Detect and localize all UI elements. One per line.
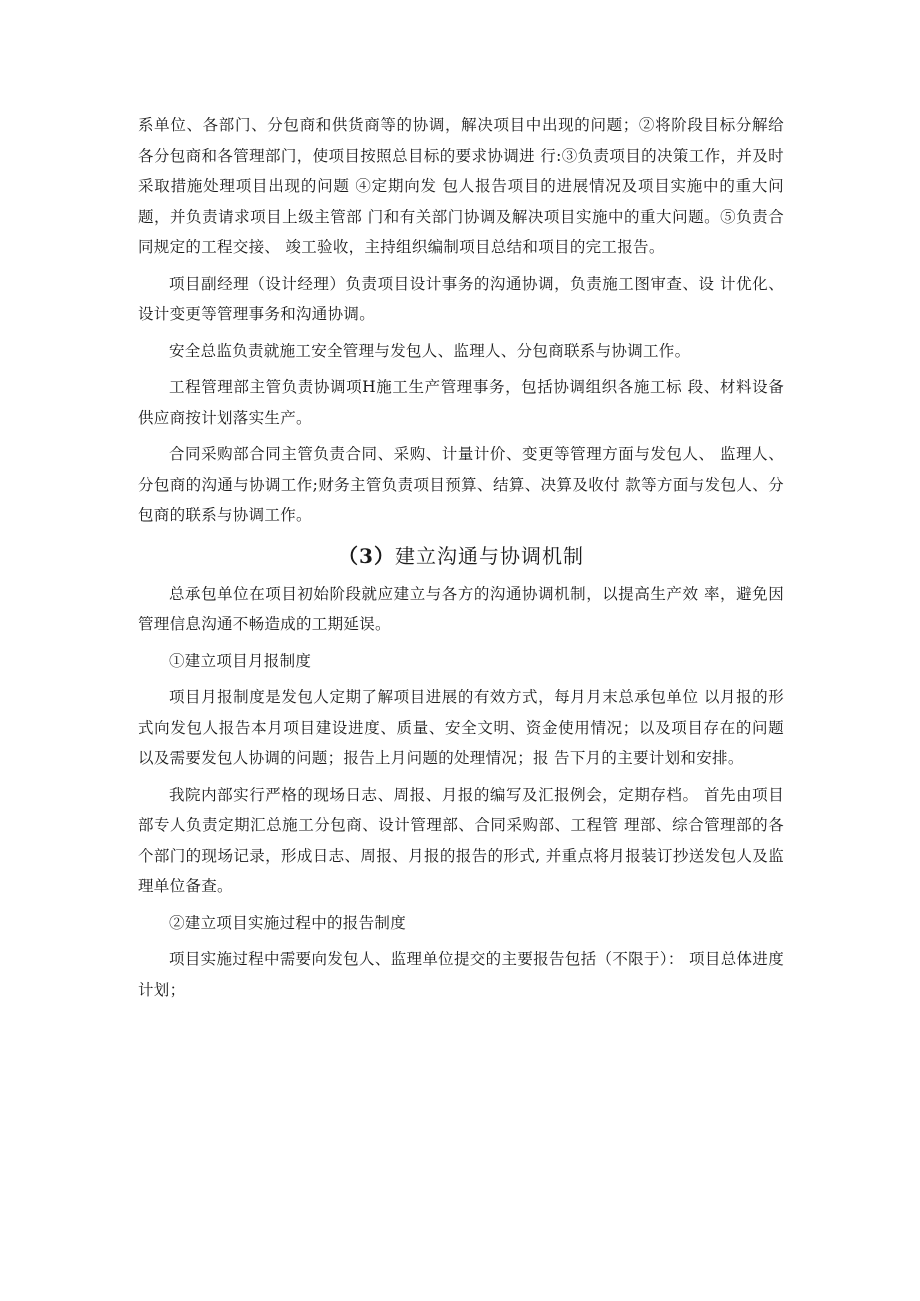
section-number: （3）	[338, 543, 395, 568]
section-title: 建立沟通与协调机制	[394, 543, 584, 568]
paragraph-monthly-report: 项目月报制度是发包人定期了解项目进展的有效方式，每月月末总承包单位 以月报的形式向发包人报告本月项目建设进度、质量、安全文明、资金使用情况；以及项目存在的问题以及需要发包人协调的问题；报告上月问题的处理情况；报 告下月的主要计划和安排。	[138, 688, 784, 767]
paragraph-pm-duties-continued: 系单位、各部门、分包商和供货商等的协调，解决项目中出现的问题；②将阶段目标分解给各分包商和各管理部门，使项目按照总目标的要求协调进 行:③负责项目的决策工作，并及时采取措施处理项目出现的问题 ④定期向发 包人报告项目的进展情况及项目实施中的重大问题，并负责请求项目上级主管部 门和有关部门协调及解决项目实施中的重大问题。⑤负责合同规定的工程交接、 竣工验收，主持组织编制项目总结和项目的完工报告。	[138, 116, 784, 256]
paragraph-contract-procurement: 合同采购部合同主管负责合同、采购、计量计价、变更等管理方面与发包人、 监理人、分包商的沟通与协调工作;财务主管负责项目预算、结算、决算及收付 款等方面与发包人、分包商的联系与协调工作。	[138, 445, 784, 524]
subheading-implementation-report: ②建立项目实施过程中的报告制度	[169, 913, 407, 932]
paragraph-internal-reporting: 我院内部实行严格的现场日志、周报、月报的编写及汇报例会，定期存档。 首先由项目部专人负责定期汇总施工分包商、设计管理部、合同采购部、工程管 理部、综合管理部的各个部门的现场记录，形成日志、周报、月报的报告的形式, 并重点将月报装订抄送发包人及监理单位备查。	[138, 785, 784, 895]
paragraph-engineering-dept: 工程管理部主管负责协调项H施工生产管理事务，包括协调组织各施工标 段、材料设备供应商按计划落实生产。	[138, 378, 784, 427]
subheading-monthly-report: ①建立项目月报制度	[169, 651, 312, 670]
paragraph-safety-director: 安全总监负责就施工安全管理与发包人、监理人、分包商联系与协调工作。	[169, 341, 691, 360]
paragraph-mechanism-intro: 总承包单位在项目初始阶段就应建立与各方的沟通协调机制，以提高生产效 率，避免因管理信息沟通不畅造成的工期延误。	[138, 584, 784, 633]
paragraph-report-list: 项目实施过程中需要向发包人、监理单位提交的主要报告包括（不限于）： 项目总体进度计划；	[138, 950, 784, 999]
document-page	[138, 110, 784, 1005]
paragraph-deputy-manager: 项目副经理（设计经理）负责项目设计事务的沟通协调，负责施工图审查、设 计优化、设计变更等管理事务和沟通协调。	[138, 274, 784, 323]
section-heading	[138, 541, 784, 571]
